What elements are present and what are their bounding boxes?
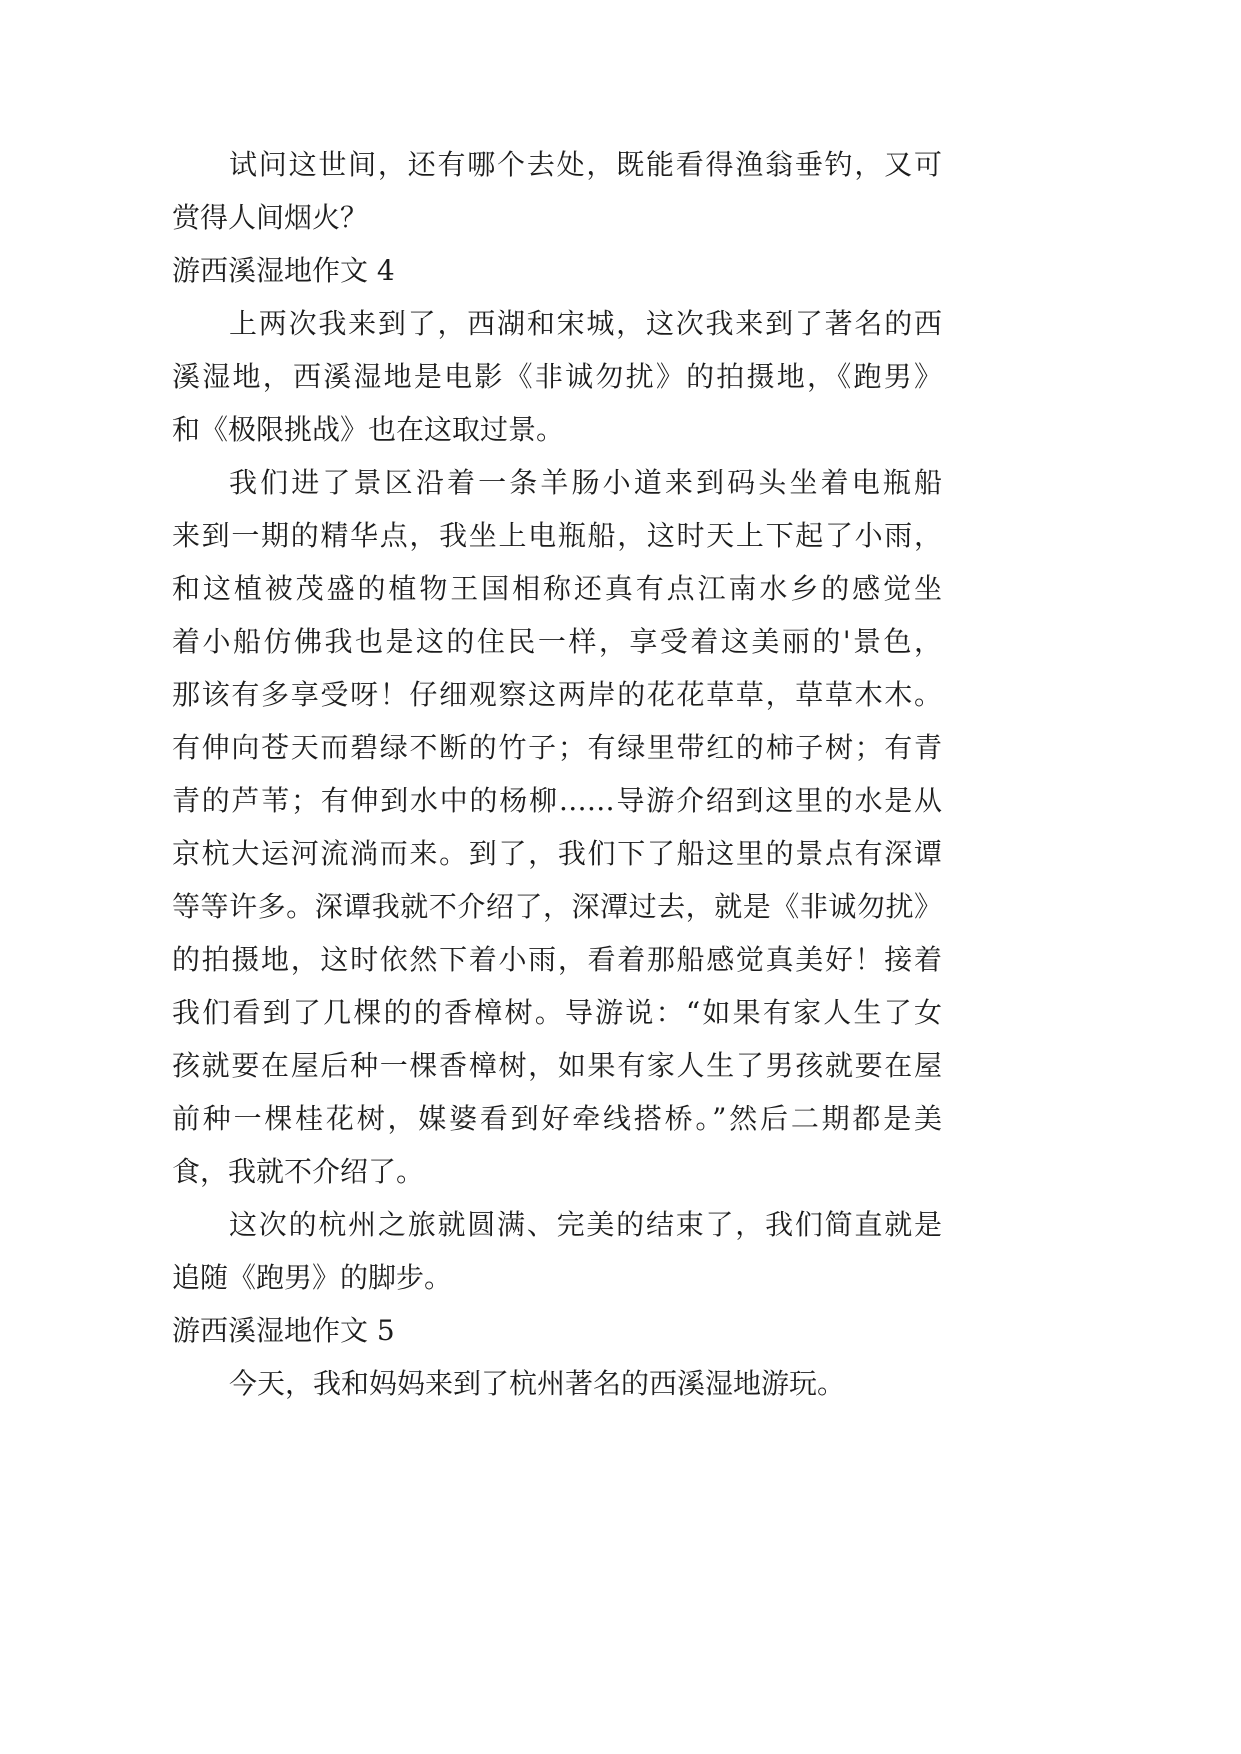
paragraph-line: 食，我就不介绍了。	[172, 1155, 425, 1188]
paragraph-line: 我们看到了几棵的的香樟树。导游说：“如果有家人生了女	[172, 996, 942, 1029]
document-body	[172, 138, 942, 1410]
section-heading: 游西溪湿地作文 5	[172, 1314, 395, 1347]
paragraph-line: 这次的杭州之旅就圆满、完美的结束了，我们简直就是	[229, 1208, 942, 1241]
paragraph-line: 和这植被茂盛的植物王国相称还真有点江南水乡的感觉坐	[172, 572, 942, 605]
paragraph-line: 追随《跑男》的脚步。	[172, 1261, 453, 1294]
paragraph-line: 来到一期的精华点，我坐上电瓶船，这时天上下起了小雨，	[172, 519, 942, 552]
paragraph-line: 那该有多享受呀！仔细观察这两岸的花花草草，草草木木。	[172, 678, 942, 711]
paragraph-line: 京杭大运河流淌而来。到了，我们下了船这里的景点有深谭	[172, 837, 942, 870]
paragraph-line: 溪湿地，西溪湿地是电影《非诚勿扰》的拍摄地，《跑男》	[172, 360, 942, 393]
paragraph-line: 有伸向苍天而碧绿不断的竹子；有绿里带红的柿子树；有青	[172, 731, 942, 764]
paragraph-line: 青的芦苇；有伸到水中的杨柳……导游介绍到这里的水是从	[172, 784, 942, 817]
paragraph-line: 着小船仿佛我也是这的住民一样，享受着这美丽的'景色，	[172, 625, 942, 658]
paragraph	[172, 1357, 942, 1410]
section-heading: 游西溪湿地作文 4	[172, 254, 395, 287]
paragraph-line: 我们进了景区沿着一条羊肠小道来到码头坐着电瓶船	[229, 466, 942, 499]
paragraph	[172, 297, 942, 456]
paragraph-line: 的拍摄地，这时依然下着小雨，看着那船感觉真美好！接着	[172, 943, 942, 976]
paragraph-line: 今天，我和妈妈来到了杭州著名的西溪湿地游玩。	[229, 1367, 846, 1400]
paragraph-line: 和《极限挑战》也在这取过景。	[172, 413, 565, 446]
paragraph-line: 前种一棵桂花树，媒婆看到好牵线搭桥。”然后二期都是美	[172, 1102, 942, 1135]
paragraph-line: 试问这世间，还有哪个去处，既能看得渔翁垂钓，又可	[229, 148, 942, 181]
paragraph	[172, 456, 942, 1198]
paragraph-line: 孩就要在屋后种一棵香樟树，如果有家人生了男孩就要在屋	[172, 1049, 942, 1082]
paragraph-line: 等等许多。深谭我就不介绍了，深潭过去，就是《非诚勿扰》	[172, 890, 942, 923]
paragraph-line: 赏得人间烟火？	[172, 201, 369, 234]
paragraph	[172, 138, 942, 244]
paragraph-line: 上两次我来到了，西湖和宋城，这次我来到了著名的西	[229, 307, 942, 340]
paragraph	[172, 1198, 942, 1304]
